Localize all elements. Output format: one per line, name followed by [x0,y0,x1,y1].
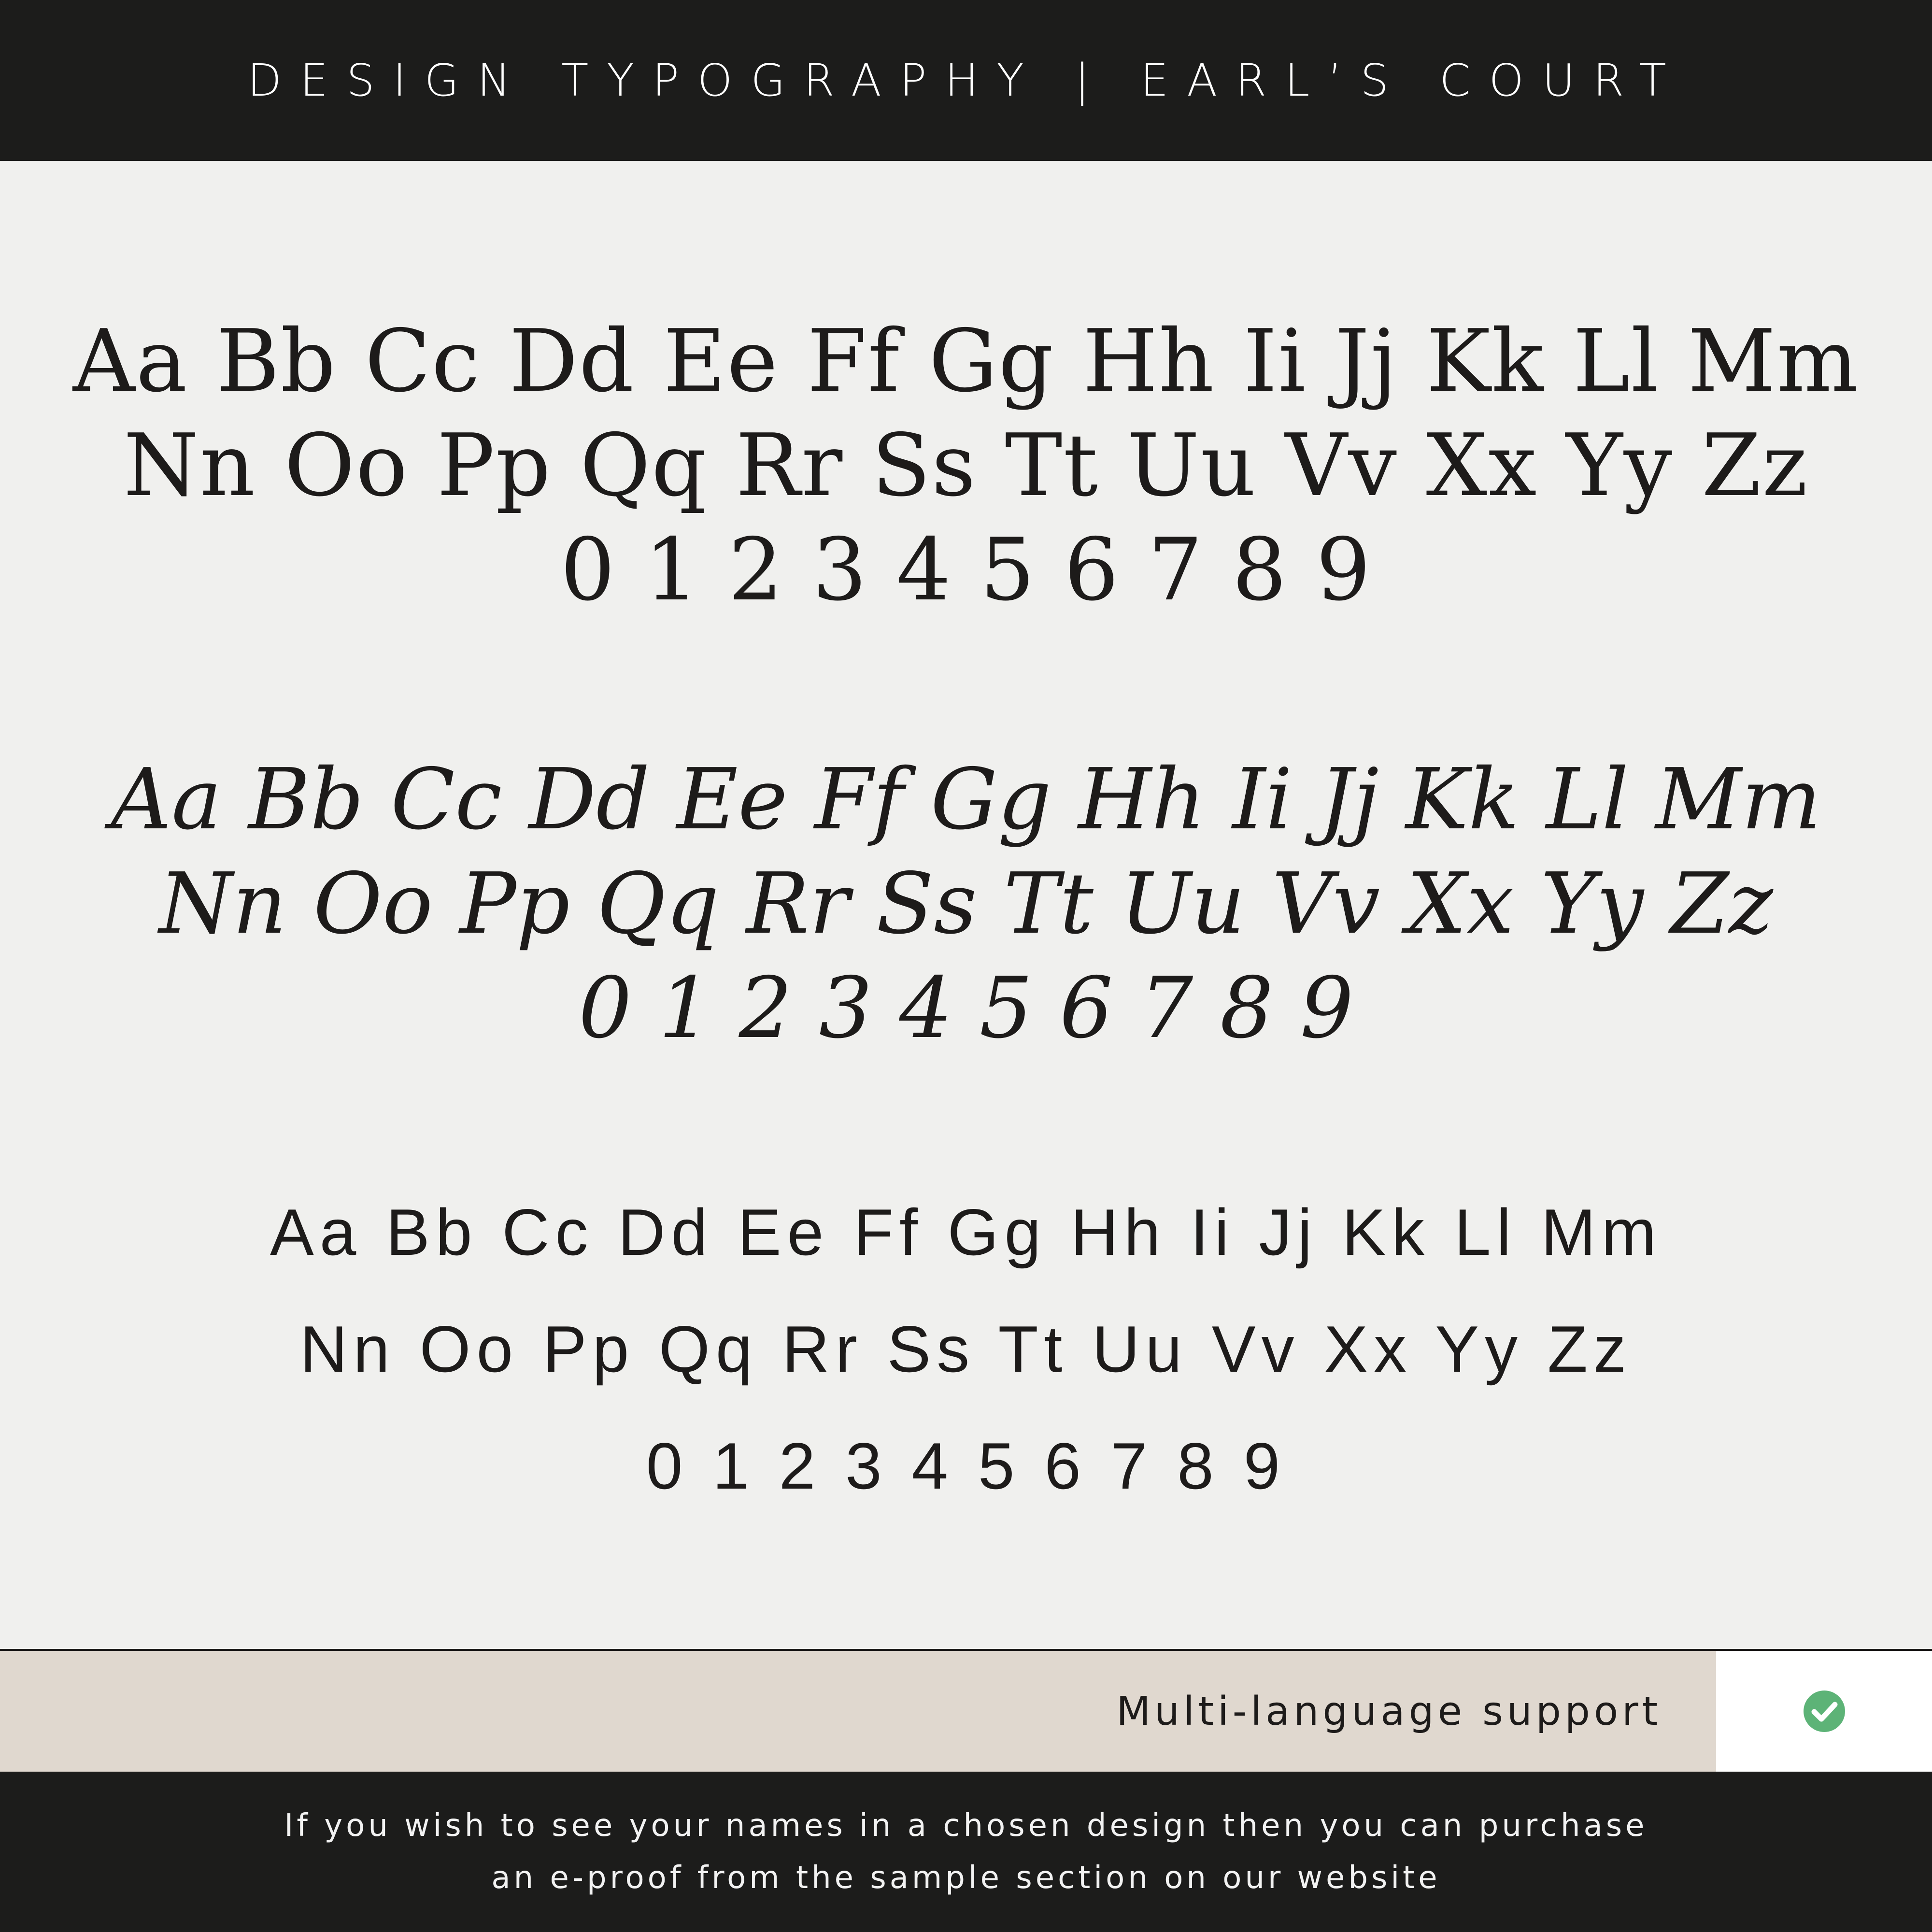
italic-specimen [0,748,1932,1061]
feature-label: Multi-language support [1116,1688,1662,1734]
italic-specimen-n-z: Nn Oo Pp Qq Rr Ss Tt Uu Vv Xx Yy Zz [159,855,1773,953]
sans-specimen-a-m: Aa Bb Cc Dd Ee Ff Gg Hh Ii Jj Kk Ll Mm [270,1195,1662,1269]
serif-specimen-numerals: 0 1 2 3 4 5 6 7 8 9 [560,520,1372,620]
header-banner [0,0,1932,161]
check-circle-icon [1803,1690,1846,1733]
footer-note-line-1: If you wish to see your names in a chosen design then you can purchase [284,1808,1648,1844]
serif-specimen-uppercase-a-m: Aa Bb Cc Dd Ee Ff Gg Hh Ii Jj Kk Ll Mm [72,311,1860,411]
italic-specimen-numerals: 0 1 2 3 4 5 6 7 8 9 [578,959,1354,1057]
footer-banner [0,1772,1932,1932]
serif-specimen [0,309,1932,622]
sans-specimen-n-z: Nn Oo Pp Qq Rr Ss Tt Uu Vv Xx Yy Zz [300,1312,1632,1386]
sans-specimen [0,1174,1932,1524]
page-title: DESIGN TYPOGRAPHY | EARL’S COURT [247,55,1685,106]
italic-specimen-a-m: Aa Bb Cc Dd Ee Ff Gg Hh Ii Jj Kk Ll Mm [111,751,1821,849]
footer-note-line-2: an e-proof from the sample section on our website [491,1860,1441,1896]
feature-row-multi-language [0,1651,1932,1772]
feature-status-cell [1716,1651,1932,1772]
sans-specimen-numerals: 0 1 2 3 4 5 6 7 8 9 [646,1429,1286,1503]
serif-specimen-uppercase-n-z: Nn Oo Pp Qq Rr Ss Tt Uu Vv Xx Yy Zz [123,415,1809,515]
